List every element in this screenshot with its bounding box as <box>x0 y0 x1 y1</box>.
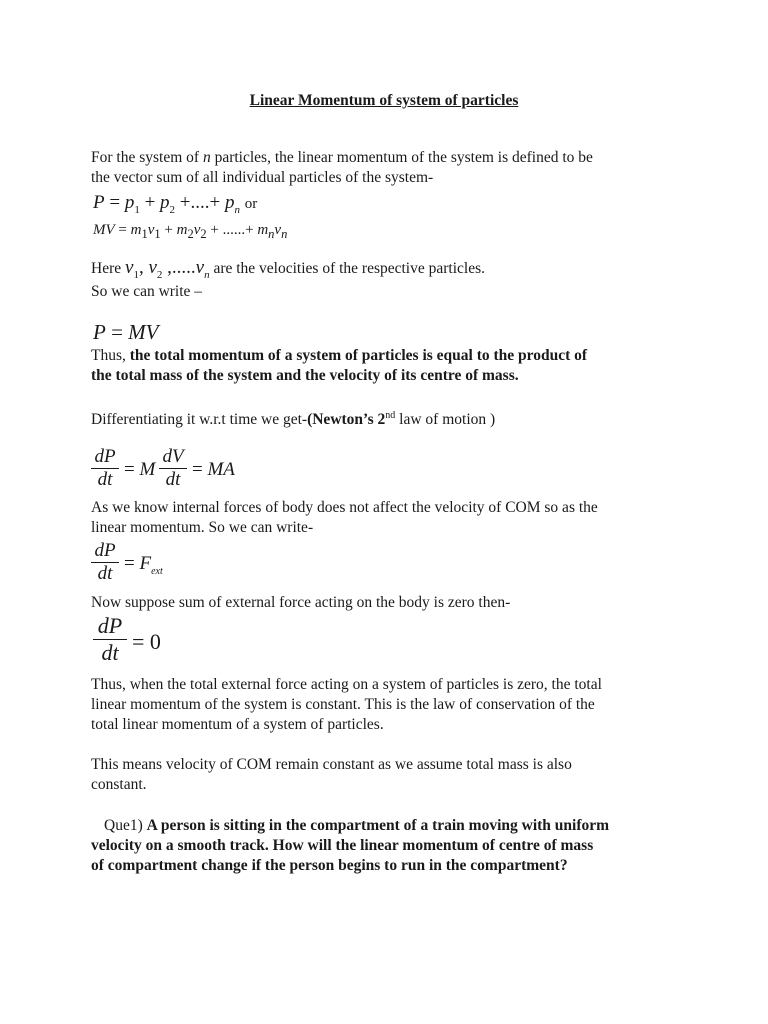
here-line <box>91 258 485 285</box>
here-suffix: are the velocities of the respective particles. <box>213 260 485 277</box>
now-suppose-line: Now suppose sum of external force acting on the body is zero then- <box>91 594 511 611</box>
thus-line-1 <box>91 346 587 366</box>
intro-line-1 <box>91 148 593 168</box>
equation-mass-velocity: MV = $m_1v_1 + m_2v_2$ + ......+ $m_nv_n$ <box>93 222 288 241</box>
diff-tail: law of motion ) <box>395 411 496 429</box>
velocity-list: $v_1$, $v_2$ $,.....v_n$ <box>125 257 210 281</box>
equation-momentum-sum: $P = p_1 + p_2$ +....+ $p_n$ or <box>93 192 258 216</box>
here-prefix: Here <box>91 260 122 277</box>
intro-text-a: For the system of <box>91 149 203 166</box>
diff-lead: Differentiating it w.r.t time we get- <box>91 411 308 429</box>
differentiating-line <box>91 406 495 430</box>
intro-n: n <box>202 149 211 166</box>
question-label: Que1) <box>104 817 143 834</box>
thus-lead: Thus, <box>91 347 130 364</box>
means-line-1: This means velocity of COM remain constant as we assume total mass is also <box>91 756 572 773</box>
question-bold-1: A person is sitting in the compartment of a train moving with uniform <box>146 817 610 834</box>
thus-bold-1: the total momentum of a system of particles is equal to the product of <box>129 347 588 364</box>
page-title: Linear Momentum of system of particles <box>249 92 519 109</box>
thus-line-2: the total mass of the system and the velocity of its centre of mass. <box>91 367 519 384</box>
internal-forces-line-2: linear momentum. So we can write- <box>91 519 314 536</box>
conservation-line-2: linear momentum of the system is constant. This is the law of conservation of the <box>91 696 595 713</box>
question-line-1 <box>104 816 609 836</box>
question-line-3: of compartment change if the person begins to run in the compartment? <box>91 857 568 874</box>
internal-forces-line-1: As we know internal forces of body does not affect the velocity of COM so as the <box>91 499 598 516</box>
intro-text-b: particles, the linear momentum of the system is defined to be <box>210 149 593 166</box>
question-line-2: velocity on a smooth track. How will the linear momentum of centre of mass <box>91 837 594 854</box>
equation-or: or <box>244 196 258 212</box>
so-we-can-write: So we can write – <box>91 283 203 300</box>
diff-sup: nd <box>385 410 396 421</box>
diff-bold: (Newton’s 2 <box>307 411 386 429</box>
equation-external-force: dP dt = $F_{ext}$ <box>91 540 211 592</box>
equation-newton-second: dP dt = M dV dt = MA <box>91 446 291 498</box>
equation-zero-force: dP dt = 0 <box>93 613 213 673</box>
equation-p-equals-mv: P = MV <box>93 320 159 344</box>
conservation-line-3: total linear momentum of a system of particles. <box>91 716 384 733</box>
means-line-2: constant. <box>91 776 147 793</box>
intro-line-2: the vector sum of all individual particles of the system- <box>91 169 434 186</box>
conservation-line-1: Thus, when the total external force acting on a system of particles is zero, the total <box>91 676 602 693</box>
